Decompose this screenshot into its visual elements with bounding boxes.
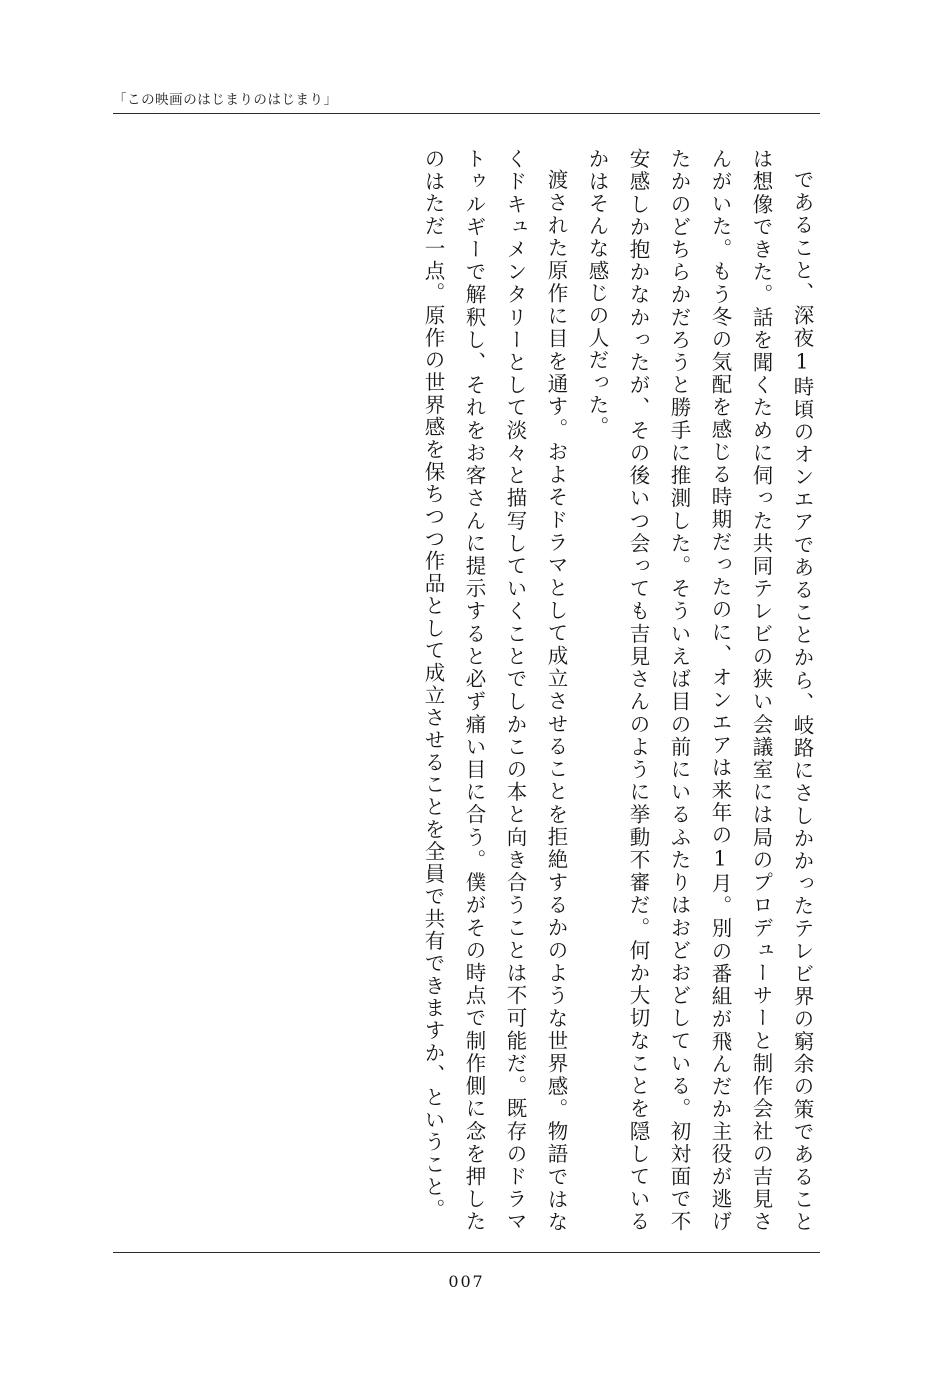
header-divider <box>113 113 820 114</box>
footer-divider <box>113 1252 820 1253</box>
running-head: 「この映画のはじまりのはじまり」 <box>113 92 338 108</box>
page-number: 007 <box>448 1272 485 1291</box>
paragraph-1: であること、深夜1時頃のオンエアであることから、岐路にさしかかったテレビ界の窮余の策であることは想像できた。話を聞くために伺った共同テレビの狭い会議室には局のプロデューサーと制作会社の吉見さんがいた。もう冬の気配を感じる時期だったのに、オンエアは来年の1月。別の番組が飛んだか主役が逃げたかのどちらかだろうと勝手に推測した。そういえば目の前にいるふたりはおどおどしている。初対面で不安感しか抱かなかったが、その後いつ会っても吉見さんのように挙動不審だ。何か大切なことを隠しているかはそんな感じの人だった。 <box>585 148 814 1233</box>
body-text <box>160 148 822 1233</box>
paragraph-2: 渡された原作に目を通す。およそドラマとして成立させることを拒絶するかのような世界感。物語ではなくドキュメンタリーとして淡々と描写していくことでしかこの本と向き合うことは不可能だ。既存のドラマトゥルギーで解釈し、それをお客さんに提示すると必ず痛い目に合う。僕がその時点で制作側に念を押したのはただ一点。原作の世界感を保ちつつ作品として成立させることを全員で共有できますか、ということ。 <box>421 148 568 1233</box>
page-header <box>113 88 820 114</box>
